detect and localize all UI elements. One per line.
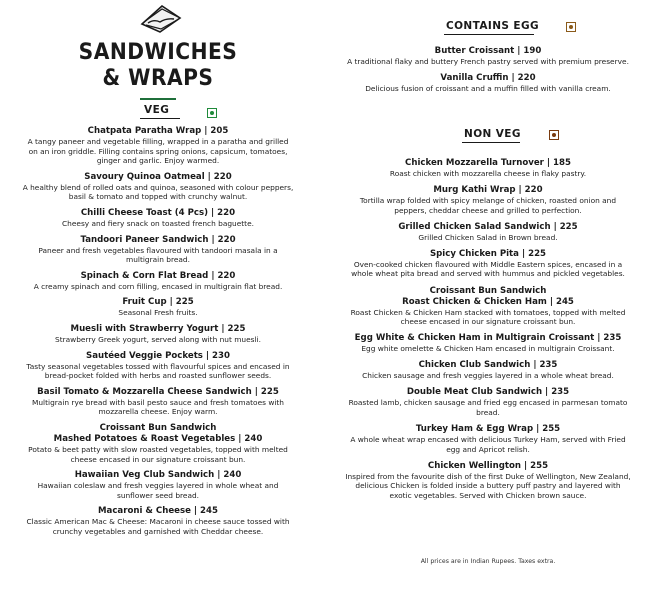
menu-item-name: Chicken Wellington | 255	[427, 460, 549, 471]
menu-item-name: Sautéed Veggie Pockets | 230	[86, 350, 230, 361]
menu-item-description: Roasted lamb, chicken sausage and fried egg encased in parmesan tomato bread.	[348, 398, 628, 418]
egg-symbol-icon	[566, 22, 576, 32]
veg-menu-item	[22, 172, 294, 202]
menu-item-description: Tortilla wrap folded with spicy melange of chicken, roasted onion and peppers, cheddar cheese and grilled to perfection.	[359, 196, 617, 215]
nonveg-symbol-icon	[549, 130, 559, 140]
menu-item-description: Hawaiian coleslaw and fresh veggies layered in whole wheat and sunflower seed bread.	[37, 481, 279, 500]
menu-item-description: Strawberry Greek yogurt, served along with nut muesli.	[55, 334, 261, 344]
menu-item-name: Hawaiian Veg Club Sandwich | 240	[74, 470, 242, 481]
egg-section-header	[344, 20, 632, 36]
menu-item-name: Fruit Cup | 225	[122, 297, 194, 308]
menu-item-description: Inspired from the favourite dish of the first Duke of Wellington, New Zealand, delicious Chicken is folded inside a buttery puff pastry and layered with exotic vegetables. Served with Chicken brown sauce.	[345, 471, 631, 500]
menu-item-description: Paneer and fresh vegetables flavoured with tandoori masala in a multigrain bread.	[38, 245, 278, 265]
menu-item-name: Double Meat Club Sandwich | 235	[406, 387, 570, 398]
nonveg-menu-item	[344, 185, 632, 215]
veg-heading-underline	[140, 118, 180, 119]
menu-item-name: Grilled Chicken Salad Sandwich | 225	[398, 221, 578, 232]
menu-item-name: Vanilla Cruffin | 220	[440, 72, 536, 83]
nonveg-section-header	[344, 128, 632, 144]
nonveg-menu-item	[344, 249, 632, 279]
nonveg-heading: NON VEG	[464, 128, 521, 140]
menu-item-name: Spinach & Corn Flat Bread | 220	[80, 270, 236, 281]
nonveg-menu-item	[344, 222, 632, 243]
menu-item-description: Roast Chicken & Chicken Ham stacked with tomatoes, topped with melted cheese encased in our signature croissant bun.	[350, 307, 626, 327]
menu-item-name: Mashed Potatoes & Roast Vegetables | 240	[53, 433, 263, 444]
menu-item-description: Cheesy and fiery snack on toasted french baguette.	[62, 218, 254, 228]
menu-item-name: Turkey Ham & Egg Wrap | 255	[415, 424, 561, 435]
right-column	[344, 0, 632, 590]
menu-item-description: Seasonal Fresh fruits.	[118, 308, 198, 318]
egg-menu-item	[344, 73, 632, 94]
egg-menu-item	[344, 46, 632, 67]
veg-menu-item	[22, 470, 294, 500]
menu-item-description: Delicious fusion of croissant and a muffin filled with vanilla cream.	[365, 83, 611, 93]
menu-item-name: Croissant Bun Sandwich	[99, 422, 217, 433]
brand-title-line1: SANDWICHES	[78, 40, 238, 65]
veg-menu-item	[22, 297, 294, 318]
menu-item-name: Roast Chicken & Chicken Ham | 245	[402, 296, 574, 307]
menu-item-description: A tangy paneer and vegetable filling, wrapped in a paratha and grilled on an iron griddle. Filling contains spring onions, capsicum, tomatoes, ginger and garlic. Enjoy warmed.	[27, 137, 289, 166]
menu-item-name: Muesli with Strawberry Yogurt | 225	[70, 323, 246, 334]
nonveg-heading-underline	[462, 142, 520, 143]
veg-menu-item	[22, 271, 294, 292]
nonveg-menu-item	[344, 461, 632, 501]
veg-menu-item	[22, 387, 294, 417]
veg-section-header	[22, 98, 294, 124]
menu-item-name: Spicy Chicken Pita | 225	[429, 248, 547, 259]
menu-item-description: Oven-cooked chicken flavoured with Middle Eastern spices, encased in a whole wheat pita bread and served with hummus and pickled vegetables.	[351, 259, 625, 279]
veg-menu-item	[22, 324, 294, 345]
menu-item-name: Chicken Club Sandwich | 235	[418, 360, 558, 371]
nonveg-menu-item	[344, 387, 632, 417]
menu-item-description: Egg white omelette & Chicken Ham encased in multigrain Croissant.	[361, 344, 615, 354]
menu-item-description: A creamy spinach and corn filling, encased in multigrain flat bread.	[33, 281, 283, 291]
veg-symbol-icon	[207, 108, 217, 118]
menu-item-name: Savoury Quinoa Oatmeal | 220	[84, 171, 232, 182]
left-column	[22, 0, 294, 536]
brand-title-line2: & WRAPS	[102, 66, 214, 91]
nonveg-items-list	[344, 158, 632, 507]
veg-menu-item	[22, 506, 294, 536]
menu-item-description: A whole wheat wrap encased with delicious Turkey Ham, served with Fried egg and Apricot relish.	[350, 435, 626, 454]
menu-item-description: Grilled Chicken Salad in Brown bread.	[418, 232, 558, 242]
veg-items-list	[22, 126, 294, 542]
nonveg-menu-item	[344, 333, 632, 354]
veg-menu-item	[22, 423, 294, 464]
menu-item-name: Egg White & Chicken Ham in Multigrain Croissant | 235	[354, 333, 622, 344]
nonveg-menu-item	[344, 158, 632, 179]
veg-menu-item	[22, 235, 294, 265]
menu-item-description: Potato & beet patty with slow roasted vegetables, topped with melted cheese encased in our signature croissant bun.	[28, 444, 288, 464]
egg-items-list	[344, 46, 632, 99]
menu-item-description: A traditional flaky and buttery French pastry served with premium preserve.	[347, 57, 629, 66]
nonveg-menu-item	[344, 286, 632, 327]
menu-item-description: Tasty seasonal vegetables tossed with flavourful spices and encased in bread-pocket folded with herbs and roasted sunflower seeds.	[26, 361, 290, 381]
menu-item-description: Multigrain rye bread with basil pesto sauce and fresh tomatoes with mozzarella cheese. Enjoy warm.	[32, 397, 284, 417]
menu-item-description: A healthy blend of rolled oats and quinoa, seasoned with colour peppers, basil & tomato and topped with crunchy walnut.	[22, 182, 294, 202]
menu-item-name: Butter Croissant | 190	[434, 46, 542, 56]
veg-heading: VEG	[144, 104, 170, 116]
veg-menu-item	[22, 126, 294, 166]
menu-item-name: Murg Kathi Wrap | 220	[433, 185, 543, 196]
egg-heading-underline	[444, 34, 534, 35]
menu-item-description: Chicken sausage and fresh veggies layered in a whole wheat bread.	[362, 371, 614, 381]
nonveg-menu-item	[344, 424, 632, 454]
nonveg-menu-item	[344, 360, 632, 381]
price-footnote: All prices are in Indian Rupees. Taxes extra.	[420, 558, 556, 565]
menu-item-name: Basil Tomato & Mozzarella Cheese Sandwich | 225	[37, 386, 279, 397]
menu-item-name: Croissant Bun Sandwich	[429, 285, 547, 296]
brand-header	[22, 0, 294, 98]
menu-item-name: Chatpata Paratha Wrap | 205	[87, 126, 229, 136]
veg-accent-bar	[140, 98, 176, 100]
sandwich-icon	[138, 2, 184, 34]
veg-menu-item	[22, 351, 294, 381]
menu-item-description: Roast chicken with mozzarella cheese in flaky pastry.	[389, 169, 587, 178]
menu-item-name: Macaroni & Cheese | 245	[97, 506, 218, 517]
veg-menu-item	[22, 208, 294, 229]
menu-item-name: Tandoori Paneer Sandwich | 220	[80, 234, 236, 245]
menu-item-description: Classic American Mac & Cheese: Macaroni in cheese sauce tossed with crunchy vegetables and garnished with Cheddar cheese.	[26, 517, 290, 536]
menu-item-name: Chilli Cheese Toast (4 Pcs) | 220	[80, 207, 236, 218]
egg-heading: CONTAINS EGG	[446, 20, 540, 32]
menu-item-name: Chicken Mozzarella Turnover | 185	[405, 158, 571, 168]
